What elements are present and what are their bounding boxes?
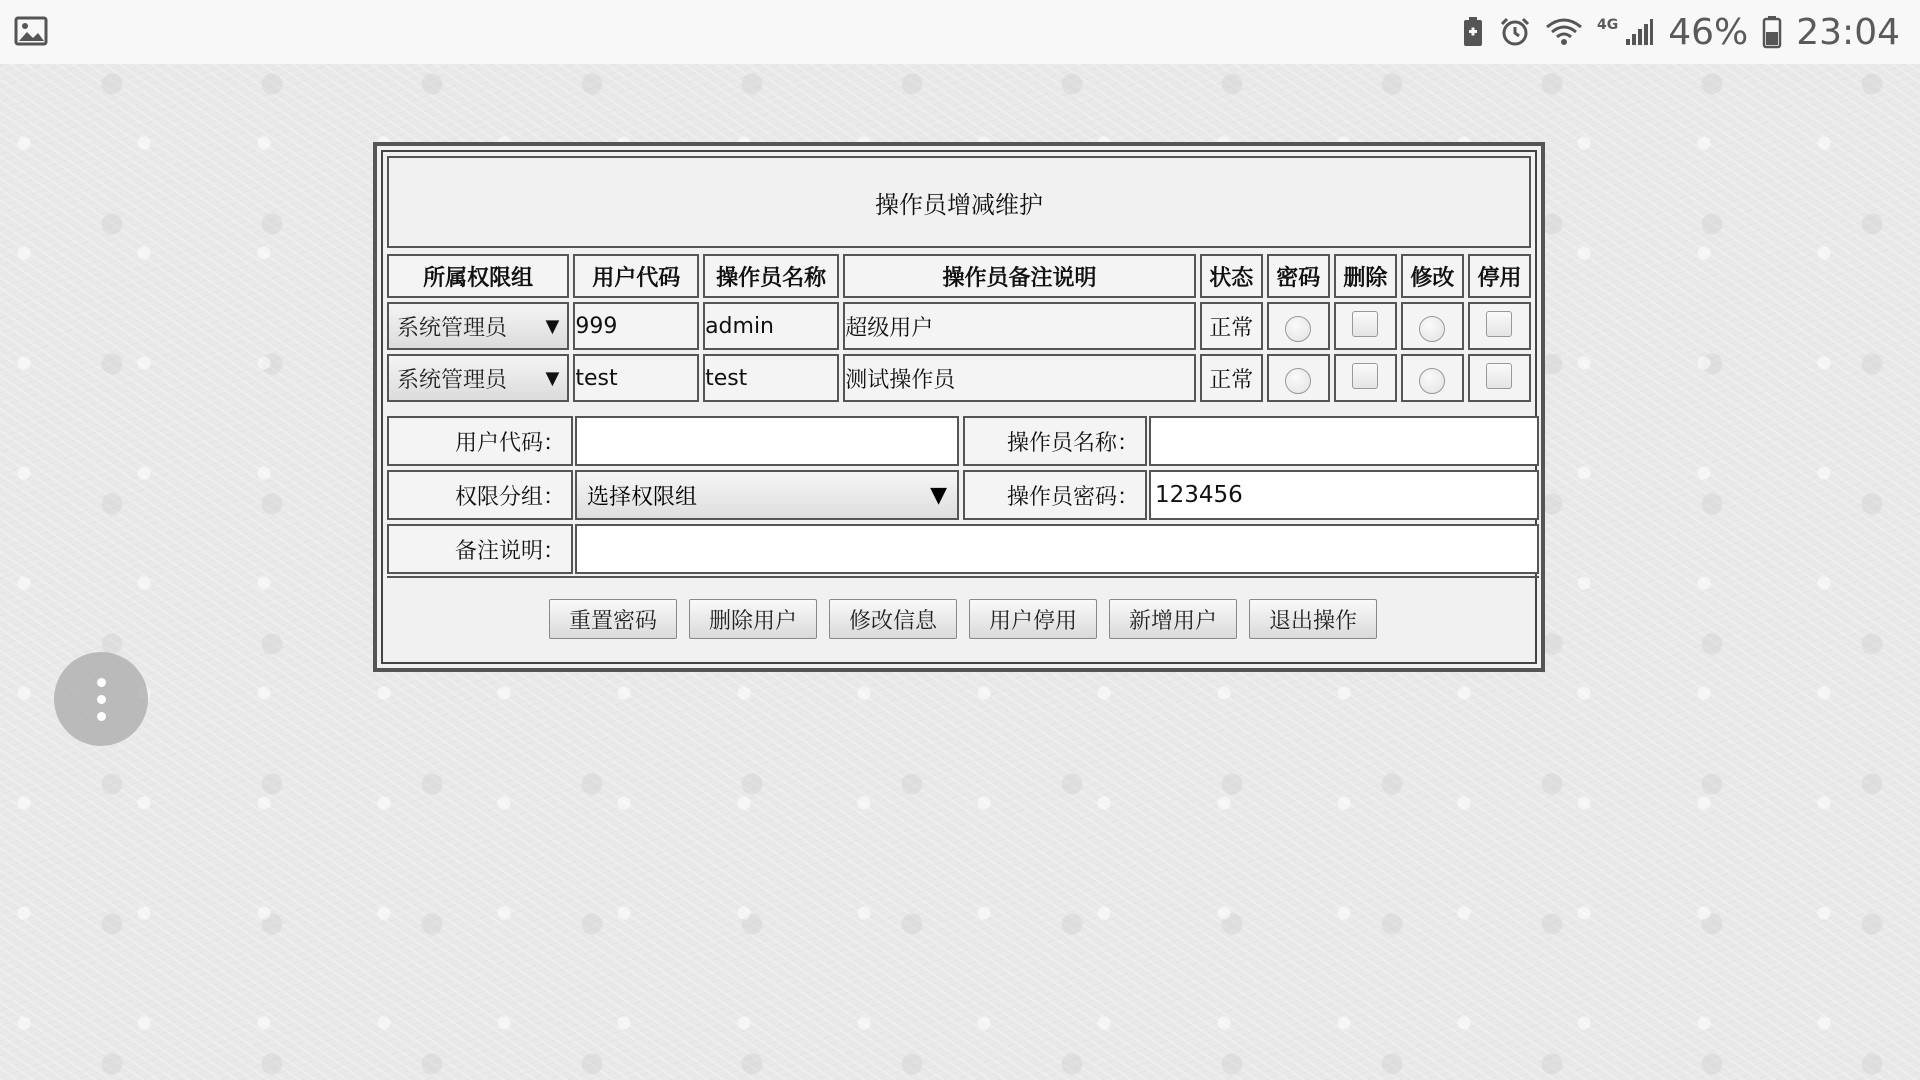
password-radio[interactable] (1285, 368, 1311, 394)
table-row (387, 302, 1531, 350)
add-user-button[interactable]: 新增用户 (1109, 599, 1237, 639)
group-label: 权限分组： (387, 470, 573, 520)
status-cell: 正常 (1200, 302, 1263, 350)
battery-icon (1762, 15, 1782, 49)
operator-name-cell[interactable]: test (703, 354, 839, 402)
clock: 23:04 (1796, 11, 1900, 53)
floating-more-button[interactable] (54, 652, 148, 746)
operator-note-cell[interactable]: 超级用户 (843, 302, 1196, 350)
password-radio-cell (1267, 302, 1330, 350)
operator-table (383, 250, 1535, 406)
note-label: 备注说明： (387, 524, 573, 574)
modify-radio-cell (1401, 302, 1464, 350)
more-dot-icon (97, 678, 106, 687)
operator-name-label: 操作员名称： (963, 416, 1147, 466)
user-code-label: 用户代码： (387, 416, 573, 466)
panel-title: 操作员增减维护 (387, 156, 1531, 248)
operator-name-input[interactable] (1149, 416, 1539, 466)
disable-user-button[interactable]: 用户停用 (969, 599, 1097, 639)
delete-checkbox-cell (1334, 302, 1397, 350)
more-dot-icon (97, 712, 106, 721)
battery-saver-icon (1461, 16, 1485, 48)
more-dot-icon (97, 695, 106, 704)
delete-checkbox[interactable] (1352, 363, 1378, 389)
form-row-code-name (387, 416, 1539, 468)
modify-radio[interactable] (1419, 368, 1445, 394)
group-select-value: 系统管理员 (397, 367, 508, 393)
form-row-note (387, 524, 1539, 576)
delete-checkbox-cell (1334, 354, 1397, 402)
group-dropdown-value: 选择权限组 (587, 484, 698, 510)
operator-form (387, 416, 1539, 576)
reset-password-button[interactable]: 重置密码 (549, 599, 677, 639)
group-select[interactable] (389, 304, 567, 348)
disable-checkbox[interactable] (1486, 311, 1512, 337)
network-type: 4G (1597, 17, 1619, 33)
password-input[interactable]: 123456 (1149, 470, 1539, 520)
disable-checkbox[interactable] (1486, 363, 1512, 389)
dropdown-arrow-icon: ▼ (930, 482, 947, 508)
delete-user-button[interactable]: 删除用户 (689, 599, 817, 639)
group-select-value: 系统管理员 (397, 315, 508, 341)
modify-radio-cell (1401, 354, 1464, 402)
status-cell: 正常 (1200, 354, 1263, 402)
action-button-bar (387, 576, 1539, 674)
modify-radio[interactable] (1419, 316, 1445, 342)
alarm-icon (1499, 16, 1531, 48)
gallery-notification-icon (14, 16, 48, 50)
header-disable: 停用 (1468, 254, 1531, 298)
user-code-cell[interactable]: 999 (573, 302, 699, 350)
exit-button[interactable]: 退出操作 (1249, 599, 1377, 639)
operator-maintenance-panel (373, 142, 1545, 672)
header-operator-note: 操作员备注说明 (843, 254, 1196, 298)
header-operator-name: 操作员名称 (703, 254, 839, 298)
delete-checkbox[interactable] (1352, 311, 1378, 337)
header-password: 密码 (1267, 254, 1330, 298)
password-radio[interactable] (1285, 316, 1311, 342)
signal-icon (1624, 17, 1654, 47)
table-header-row (387, 254, 1531, 298)
dropdown-arrow-icon: ▼ (545, 367, 560, 389)
dropdown-arrow-icon: ▼ (545, 315, 560, 337)
user-code-input[interactable] (575, 416, 959, 466)
operator-name-cell[interactable]: admin (703, 302, 839, 350)
form-row-group-password (387, 470, 1539, 522)
disable-checkbox-cell (1468, 302, 1531, 350)
group-select-cell[interactable] (387, 302, 569, 350)
battery-percent: 46% (1668, 11, 1749, 53)
header-delete: 删除 (1334, 254, 1397, 298)
header-user-code: 用户代码 (573, 254, 699, 298)
wifi-icon (1545, 17, 1583, 47)
password-label: 操作员密码： (963, 470, 1147, 520)
modify-info-button[interactable]: 修改信息 (829, 599, 957, 639)
note-input[interactable] (575, 524, 1539, 574)
table-row (387, 354, 1531, 402)
group-select-cell[interactable] (387, 354, 569, 402)
header-status: 状态 (1200, 254, 1263, 298)
password-radio-cell (1267, 354, 1330, 402)
status-bar (0, 0, 1920, 64)
group-select[interactable] (389, 356, 567, 400)
disable-checkbox-cell (1468, 354, 1531, 402)
user-code-cell[interactable]: test (573, 354, 699, 402)
group-dropdown[interactable] (575, 470, 959, 520)
header-modify: 修改 (1401, 254, 1464, 298)
header-group: 所属权限组 (387, 254, 569, 298)
operator-note-cell[interactable]: 测试操作员 (843, 354, 1196, 402)
panel-frame (381, 150, 1537, 664)
